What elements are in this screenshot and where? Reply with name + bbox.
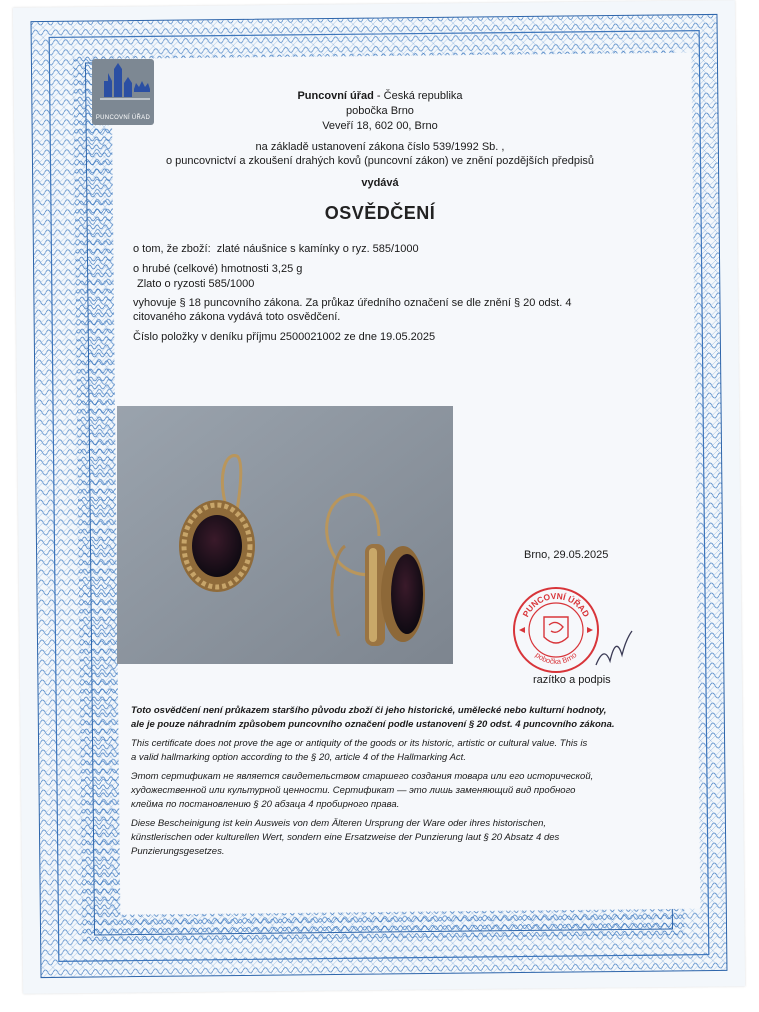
compliance-line1: vyhovuje § 18 puncovního zákona. Za průkaz úředního označení se dle znění § 20 odst. 4	[133, 297, 572, 309]
office-country: - Česká republika	[373, 90, 463, 102]
note-de-line1: Diese Bescheinigung ist kein Ausweis von dem Älteren Ursprung der Ware oder ihres historischen,	[131, 818, 547, 829]
compliance-line2: citovaného zákona vydává toto osvědčení.	[133, 311, 341, 323]
weight-line: o hrubé (celkové) hmotnosti 3,25 g	[133, 263, 303, 275]
issues-word: vydává	[361, 177, 399, 189]
note-cz-line2: ale je pouze náhradním způsobem puncovního označení podle ustanovení § 20 odst. 4 puncovního zákona.	[131, 719, 615, 730]
note-de-line2: künstlerischen oder kulturellen Wert, sondern eine Ersatzweise der Punzierung laut § 20 Absatz 4 des	[131, 832, 560, 843]
note-cz-line1: Toto osvědčení není průkazem staršího původu zboží či jeho historické, umělecké nebo kulturní hodnoty,	[131, 705, 607, 716]
note-ru-line2: художественной или культурной ценности. Сертификат — это лишь заменяющий вид пробного	[131, 785, 576, 796]
note-ru-line1: Этот сертификат не является свидетельством старшего создания товара или его исторической,	[131, 771, 594, 782]
office-line	[250, 89, 510, 103]
office-name: Puncovní úřad	[297, 90, 374, 102]
signature	[590, 625, 638, 673]
stamp-top-text: PUNCOVNÍ ÚŘAD	[520, 590, 592, 619]
stamp-bottom-text: pobočka Brno	[533, 650, 579, 667]
place-date: Brno, 29.05.2025	[524, 549, 609, 561]
note-de-line3: Punzierungsgesetzes.	[131, 846, 225, 857]
goods-value: zlaté náušnice s kamínky o ryz. 585/1000	[216, 243, 419, 255]
certificate-title: OSVĚDČENÍ	[324, 203, 436, 223]
goods-line	[133, 242, 419, 256]
punc-office-logo	[92, 59, 154, 125]
fineness-line: Zlato o ryzosti 585/1000	[137, 278, 255, 290]
note-en-line2: a valid hallmarking option according to the § 20, article 4 of the Hallmarking Act.	[131, 752, 466, 763]
legal-basis-line1: na základě ustanovení zákona číslo 539/1992 Sb. ,	[255, 141, 505, 153]
castle-crown-icon	[92, 59, 154, 111]
note-ru-line3: клейма по постановлению § 20 абзаца 4 пробирного права.	[131, 799, 400, 810]
address-line: Veveří 18, 602 00, Brno	[322, 120, 438, 132]
branch-line: pobočka Brno	[346, 105, 414, 117]
stamp-signature-label: razítko a podpis	[533, 674, 611, 686]
gold-earrings-photo	[117, 406, 453, 664]
official-stamp	[511, 585, 601, 675]
legal-basis-line2: o puncovnictví a zkoušení drahých kovů (puncovní zákon) ve znění pozdějších předpisů	[165, 155, 595, 167]
logo-caption: PUNCOVNÍ ÚŘAD	[95, 115, 151, 121]
goods-label: o tom, že zboží:	[133, 243, 211, 255]
item-number-line: Číslo položky v deníku příjmu 2500021002 ze dne 19.05.2025	[133, 331, 436, 343]
note-en-line1: This certificate does not prove the age or antiquity of the goods or its historic, artistic or cultural value. This is	[131, 738, 588, 749]
svg-text:pobočka Brno	[534, 650, 579, 666]
